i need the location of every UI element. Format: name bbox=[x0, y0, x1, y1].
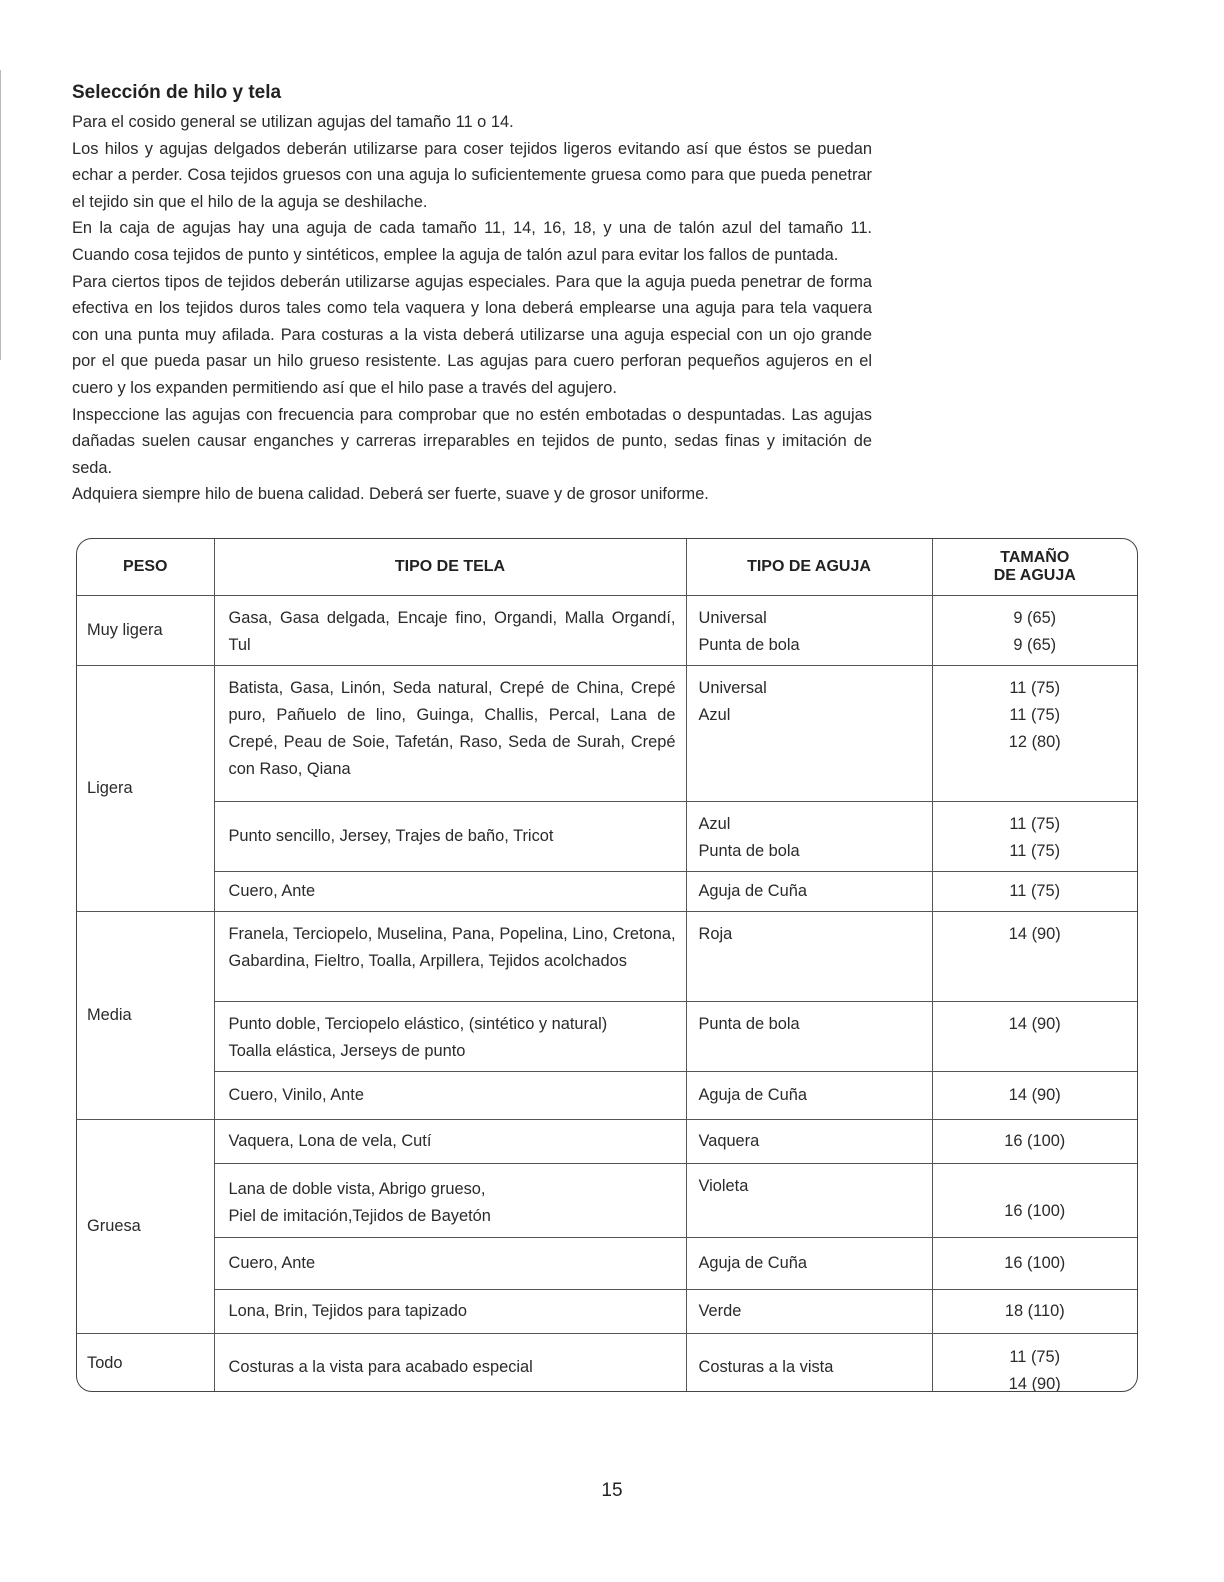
table-row bbox=[77, 911, 1137, 1001]
fabric-line: Piel de imitación,Tejidos de Bayetón bbox=[228, 1206, 491, 1225]
paragraph: Para ciertos tipos de tejidos deberán utilizarse agujas especiales. Para que la aguja pueda penetrar de forma efectiva en los tejidos duros tales como tela vaquera y lona deberá emplearse una aguja para tela vaquera con una punta muy afilada. Para costuras a la vista deberá utilizarse una aguja especial con un ojo grande por el que pueda pasar un hilo grueso resistente. Las agujas para cuero perforan pequeños agujeros en el cuero y los expanden permitiendo así que el hilo pase a través del agujero. bbox=[72, 272, 872, 397]
needle-type: Azul bbox=[698, 705, 731, 724]
needle-size: 14 (90) bbox=[1008, 924, 1061, 943]
fabric-cell: Lona, Brin, Tejidos para tapizado bbox=[214, 1289, 686, 1333]
header-tamano-line1: TAMAÑO bbox=[1000, 548, 1070, 566]
table-row bbox=[77, 1163, 1137, 1237]
fabric-line: Toalla elástica, Jerseys de punto bbox=[228, 1041, 466, 1060]
needle-type: Azul bbox=[698, 814, 731, 833]
needle-size: 9 (65) bbox=[1013, 635, 1057, 654]
page-title: Selección de hilo y tela bbox=[72, 82, 282, 103]
table-row bbox=[77, 665, 1137, 801]
needle-size: 11 (75) bbox=[1009, 841, 1061, 860]
weight-cell: Gruesa bbox=[77, 1119, 214, 1333]
needle-cell bbox=[686, 911, 932, 1001]
header-tamano bbox=[932, 539, 1137, 595]
needle-size: 16 (100) bbox=[1004, 1253, 1066, 1272]
size-cell bbox=[932, 1119, 1137, 1163]
paragraph: Para el cosido general se utilizan agujas del tamaño 11 o 14. bbox=[72, 113, 514, 131]
table-row bbox=[77, 1289, 1137, 1333]
size-cell bbox=[932, 595, 1137, 665]
table-row bbox=[77, 871, 1137, 911]
paragraph: Inspeccione las agujas con frecuencia para comprobar que no estén embotadas o despuntadas. Las agujas dañadas suelen causar enganches y carreras irreparables en tejidos de punto, sedas finas y imitación de seda. bbox=[72, 405, 872, 477]
fabric-cell bbox=[214, 1001, 686, 1071]
fabric-line: Lana de doble vista, Abrigo grueso, bbox=[228, 1179, 486, 1198]
fabric-line: Punto doble, Terciopelo elástico, (sintético y natural) bbox=[228, 1014, 608, 1033]
needle-type: Aguja de Cuña bbox=[698, 1085, 807, 1104]
weight-cell: Ligera bbox=[77, 665, 214, 911]
needle-cell bbox=[686, 1071, 932, 1119]
needle-cell bbox=[686, 801, 932, 871]
fabric-cell: Vaquera, Lona de vela, Cutí bbox=[214, 1119, 686, 1163]
needle-type: Aguja de Cuña bbox=[698, 1253, 807, 1272]
needle-cell bbox=[686, 1237, 932, 1289]
needle-cell bbox=[686, 595, 932, 665]
needle-type: Roja bbox=[698, 924, 733, 943]
needle-size: 16 (100) bbox=[1004, 1201, 1066, 1220]
size-cell bbox=[932, 871, 1137, 911]
fabric-cell bbox=[214, 1163, 686, 1237]
needle-type: Aguja de Cuña bbox=[698, 881, 807, 900]
needle-cell bbox=[686, 871, 932, 911]
header-tipo-aguja: TIPO DE AGUJA bbox=[686, 539, 932, 595]
needle-type: Costuras a la vista bbox=[698, 1357, 834, 1376]
table-row bbox=[77, 1333, 1137, 1392]
needle-size: 11 (75) bbox=[1009, 1347, 1061, 1366]
needle-size: 11 (75) bbox=[1009, 814, 1061, 833]
needle-size: 16 (100) bbox=[1004, 1131, 1066, 1150]
needle-type: Punta de bola bbox=[698, 841, 800, 860]
needle-cell bbox=[686, 1001, 932, 1071]
fabric-cell: Cuero, Vinilo, Ante bbox=[214, 1071, 686, 1119]
header-tamano-line2: DE AGUJA bbox=[993, 566, 1076, 584]
scan-edge-line bbox=[0, 70, 1, 360]
needle-cell bbox=[686, 1289, 932, 1333]
needle-table bbox=[76, 538, 1138, 1392]
fabric-cell: Punto sencillo, Jersey, Trajes de baño, Tricot bbox=[214, 801, 686, 871]
needle-size: 11 (75) bbox=[1009, 705, 1061, 724]
table-row bbox=[77, 1237, 1137, 1289]
needle-size: 11 (75) bbox=[1009, 678, 1061, 697]
weight-cell: Todo bbox=[77, 1333, 214, 1392]
needle-type: Universal bbox=[698, 608, 767, 627]
needle-size: 14 (90) bbox=[1008, 1374, 1061, 1392]
size-cell bbox=[932, 1163, 1137, 1237]
fabric-cell: Cuero, Ante bbox=[214, 1237, 686, 1289]
needle-cell bbox=[686, 1333, 932, 1392]
table-row bbox=[77, 1071, 1137, 1119]
intro-text bbox=[72, 109, 872, 508]
table-row bbox=[77, 1001, 1137, 1071]
fabric-cell: Cuero, Ante bbox=[214, 871, 686, 911]
needle-cell bbox=[686, 1119, 932, 1163]
needle-type: Vaquera bbox=[698, 1131, 760, 1150]
needle-type: Universal bbox=[698, 678, 767, 697]
paragraph: Adquiera siempre hilo de buena calidad. Deberá ser fuerte, suave y de grosor uniforme. bbox=[72, 485, 709, 504]
size-cell bbox=[932, 1001, 1137, 1071]
size-cell bbox=[932, 665, 1137, 801]
needle-cell bbox=[686, 665, 932, 801]
fabric-cell: Franela, Terciopelo, Muselina, Pana, Popelina, Lino, Cretona, Gabardina, Fieltro, Toalla, Arpillera, Tejidos acolchados bbox=[214, 911, 686, 1001]
page-number: 15 bbox=[601, 1480, 623, 1501]
size-cell bbox=[932, 801, 1137, 871]
size-cell bbox=[932, 1289, 1137, 1333]
size-cell bbox=[932, 911, 1137, 1001]
needle-size: 14 (90) bbox=[1008, 1085, 1061, 1104]
needle-size: 9 (65) bbox=[1013, 608, 1057, 627]
weight-cell: Muy ligera bbox=[77, 595, 214, 665]
fabric-cell: Gasa, Gasa delgada, Encaje fino, Organdi, Malla Organdí, Tul bbox=[214, 595, 686, 665]
fabric-cell: Batista, Gasa, Linón, Seda natural, Crepé de China, Crepé puro, Pañuelo de lino, Guinga, Challis, Percal, Lana de Crepé, Peau de Soie, Tafetán, Raso, Seda de Surah, Crepé con Raso, Qiana bbox=[214, 665, 686, 801]
table-row bbox=[77, 801, 1137, 871]
needle-type: Violeta bbox=[698, 1176, 749, 1195]
needle-cell bbox=[686, 1163, 932, 1237]
paragraph: Los hilos y agujas delgados deberán utilizarse para coser tejidos ligeros evitando así que éstos se puedan echar a perder. Cosa tejidos gruesos con una aguja lo suficientemente gruesa como para que pueda penetrar el tejido sin que el hilo de la aguja se deshilache. bbox=[72, 139, 872, 211]
needle-size: 11 (75) bbox=[1009, 881, 1061, 900]
header-peso: PESO bbox=[77, 539, 214, 595]
needle-size: 18 (110) bbox=[1004, 1301, 1065, 1320]
table-header-row bbox=[77, 539, 1137, 595]
weight-cell: Media bbox=[77, 911, 214, 1119]
needle-type: Punta de bola bbox=[698, 1014, 800, 1033]
paragraph: En la caja de agujas hay una aguja de cada tamaño 11, 14, 16, 18, y una de talón azul del tamaño 11. Cuando cosa tejidos de punto y sintéticos, emplee la aguja de talón azul para evitar los fallos de puntada. bbox=[72, 219, 872, 264]
needle-size: 14 (90) bbox=[1008, 1014, 1061, 1033]
size-cell bbox=[932, 1333, 1137, 1392]
fabric-cell: Costuras a la vista para acabado especial bbox=[214, 1333, 686, 1392]
table-row bbox=[77, 595, 1137, 665]
table-row bbox=[77, 1119, 1137, 1163]
size-cell bbox=[932, 1071, 1137, 1119]
needle-type: Verde bbox=[698, 1301, 742, 1320]
header-tipo-tela: TIPO DE TELA bbox=[214, 539, 686, 595]
needle-type: Punta de bola bbox=[698, 635, 800, 654]
needle-size: 12 (80) bbox=[1008, 732, 1061, 751]
size-cell bbox=[932, 1237, 1137, 1289]
